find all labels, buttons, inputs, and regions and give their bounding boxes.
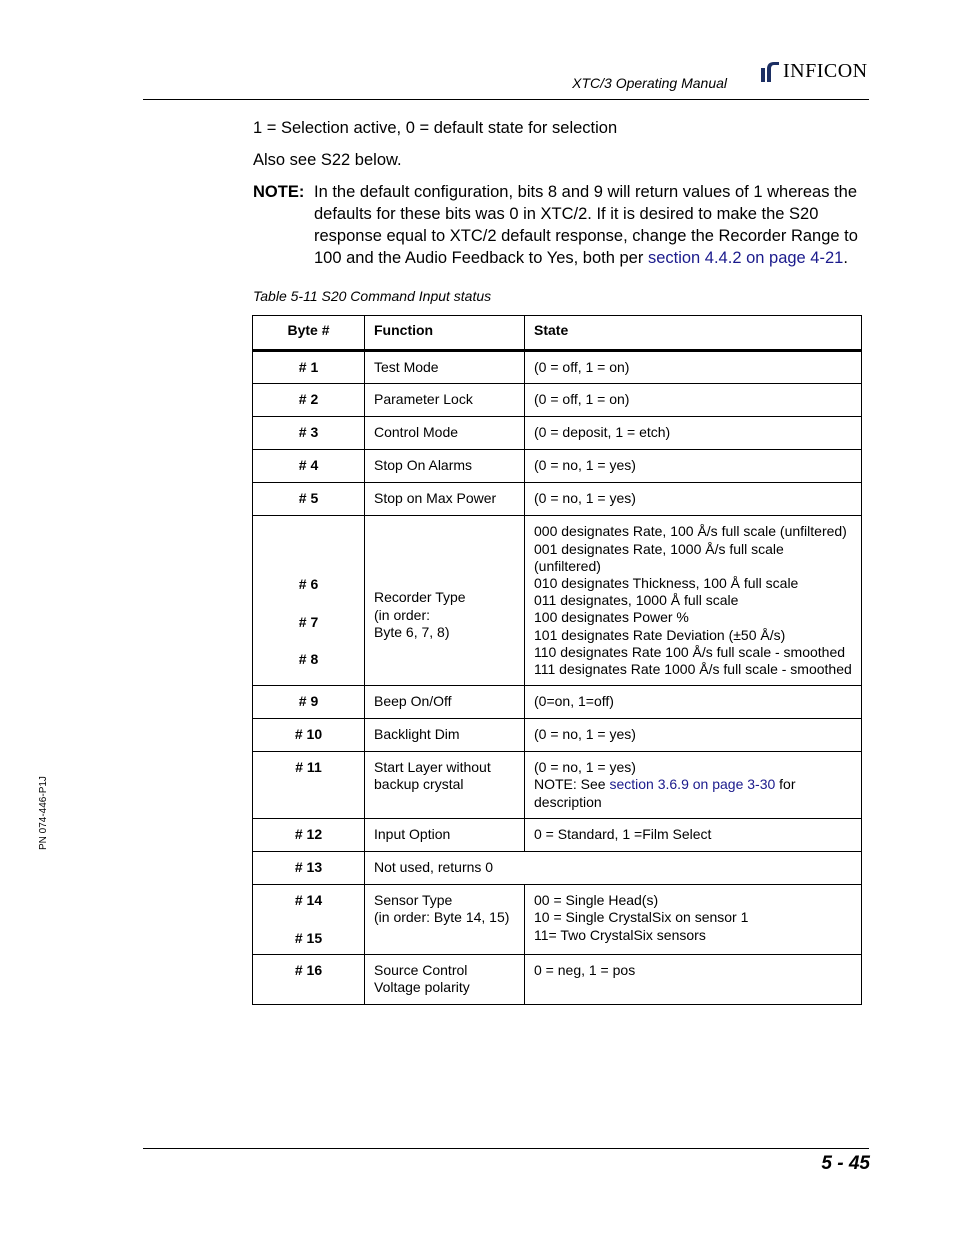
byte-cell <box>253 516 365 686</box>
state-line: 000 designates Rate, 100 Å/s full scale (unfiltered) <box>534 523 847 540</box>
function-line: Voltage polarity <box>374 979 470 996</box>
byte-cell: # 10 <box>253 719 365 752</box>
selection-line: 1 = Selection active, 0 = default state for selection <box>253 119 618 137</box>
state-cell: 0 = Standard, 1 =Film Select <box>525 819 862 852</box>
function-cell: Not used, returns 0 <box>365 852 862 885</box>
function-line: Start Layer without <box>374 759 491 776</box>
header-state: State <box>525 316 862 351</box>
state-cell: (0 = no, 1 = yes) <box>525 483 862 516</box>
table-header-row <box>253 316 862 351</box>
header-rule <box>143 99 869 100</box>
manual-title: XTC/3 Operating Manual <box>572 75 727 91</box>
table-row <box>253 417 862 450</box>
see-also-line: Also see S22 below. <box>253 151 402 169</box>
table-row <box>253 955 862 1005</box>
table-row <box>253 351 862 384</box>
state-line: 110 designates Rate 100 Å/s full scale - smoothed <box>534 643 846 660</box>
byte-cell: # 3 <box>253 417 365 450</box>
note-end: . <box>843 249 848 267</box>
state-line: 100 designates Power % <box>534 609 689 626</box>
header-function: Function <box>365 316 525 351</box>
function-cell: Parameter Lock <box>365 384 525 417</box>
byte-cell: # 1 <box>253 351 365 384</box>
function-cell: Backlight Dim <box>365 719 525 752</box>
table-row <box>253 516 862 686</box>
inficon-logo-icon <box>760 59 780 83</box>
state-cell: (0 = no, 1 = yes) <box>525 450 862 483</box>
state-line: 101 designates Rate Deviation (±50 Å/s) <box>534 626 786 643</box>
function-line: Source Control <box>374 962 468 979</box>
table-row <box>253 719 862 752</box>
function-cell <box>365 885 525 955</box>
table-row <box>253 819 862 852</box>
function-cell: Test Mode <box>365 351 525 384</box>
part-number: PN 074-446-P1J <box>38 776 49 850</box>
state-line: 011 designates, 1000 Å full scale <box>534 592 739 609</box>
function-line: backup crystal <box>374 776 464 793</box>
state-cell <box>525 885 862 955</box>
state-cell: (0 = no, 1 = yes) <box>525 719 862 752</box>
note-body <box>314 181 868 269</box>
byte-cell: # 11 <box>253 752 365 819</box>
state-line: 11= Two CrystalSix sensors <box>534 926 706 943</box>
byte-cell: # 12 <box>253 819 365 852</box>
section-link-3-6-9[interactable]: section 3.6.9 on page 3-30 <box>609 776 776 793</box>
state-line: 10 = Single CrystalSix on sensor 1 <box>534 909 749 926</box>
byte-7: # 7 <box>298 613 319 630</box>
table-row <box>253 885 862 955</box>
function-line: Sensor Type <box>374 892 453 909</box>
function-line: (in order: <box>374 606 431 623</box>
state-cell <box>525 752 862 819</box>
function-cell: Input Option <box>365 819 525 852</box>
function-cell: Stop on Max Power <box>365 483 525 516</box>
table-row <box>253 752 862 819</box>
function-cell <box>365 752 525 819</box>
state-cell <box>525 516 862 686</box>
byte-cell: # 2 <box>253 384 365 417</box>
table-row <box>253 450 862 483</box>
function-cell: Beep On/Off <box>365 686 525 719</box>
byte-6: # 6 <box>298 576 319 593</box>
note-block <box>253 181 868 269</box>
byte-stack <box>262 892 355 947</box>
table-row <box>253 852 862 885</box>
s20-command-table <box>252 315 862 1005</box>
table-row <box>253 483 862 516</box>
table-caption: Table 5-11 S20 Command Input status <box>253 288 492 304</box>
function-cell <box>365 516 525 686</box>
state-note-suffix: for <box>775 776 796 793</box>
state-note-prefix: NOTE: See <box>534 776 610 793</box>
brand-name: INFICON <box>783 59 868 82</box>
state-cell: (0 = deposit, 1 = etch) <box>525 417 862 450</box>
state-cell: (0 = off, 1 = on) <box>525 384 862 417</box>
byte-cell: # 16 <box>253 955 365 1005</box>
note-label: NOTE: <box>253 183 305 201</box>
state-line: 00 = Single Head(s) <box>534 892 659 909</box>
byte-cell: # 4 <box>253 450 365 483</box>
header-byte: Byte # <box>253 316 365 351</box>
table-row <box>253 384 862 417</box>
state-line: 111 designates Rate 1000 Å/s full scale - smoothed <box>534 661 852 678</box>
state-note-line <box>534 776 852 793</box>
note-text: In the default configuration, bits 8 and 9 will return values of 1 whereas the defaults for these bits was 0 in XTC/2. If it is desired to make the S20 response equal to XTC/2 default response, change the Recorder Range to 100 and the Audio Feedback to Yes, both per <box>314 183 858 267</box>
table-row <box>253 686 862 719</box>
byte-8: # 8 <box>298 651 319 668</box>
state-cell: (0=on, 1=off) <box>525 686 862 719</box>
state-cell: 0 = neg, 1 = pos <box>525 955 862 1005</box>
state-line: 001 designates Rate, 1000 Å/s full scale (unfiltered) <box>534 540 784 574</box>
function-line: Recorder Type <box>374 589 466 606</box>
function-cell: Stop On Alarms <box>365 450 525 483</box>
section-link-4-4-2[interactable]: section 4.4.2 on page 4-21 <box>647 249 844 267</box>
function-cell <box>365 955 525 1005</box>
byte-15: # 15 <box>294 929 323 946</box>
footer-rule <box>143 1148 869 1149</box>
byte-cell <box>253 885 365 955</box>
function-line: Byte 6, 7, 8) <box>374 623 450 640</box>
function-cell: Control Mode <box>365 417 525 450</box>
byte-cell: # 5 <box>253 483 365 516</box>
state-line: description <box>534 793 602 810</box>
byte-stack <box>262 576 355 668</box>
state-line: 010 designates Thickness, 100 Å full scale <box>534 575 799 592</box>
function-line: (in order: Byte 14, 15) <box>374 909 510 926</box>
state-cell: (0 = off, 1 = on) <box>525 351 862 384</box>
byte-cell: # 9 <box>253 686 365 719</box>
byte-cell: # 13 <box>253 852 365 885</box>
inficon-logo <box>760 59 868 83</box>
byte-14: # 14 <box>294 892 323 909</box>
page-number: 5 - 45 <box>821 1153 870 1174</box>
state-line: (0 = no, 1 = yes) <box>534 759 636 776</box>
